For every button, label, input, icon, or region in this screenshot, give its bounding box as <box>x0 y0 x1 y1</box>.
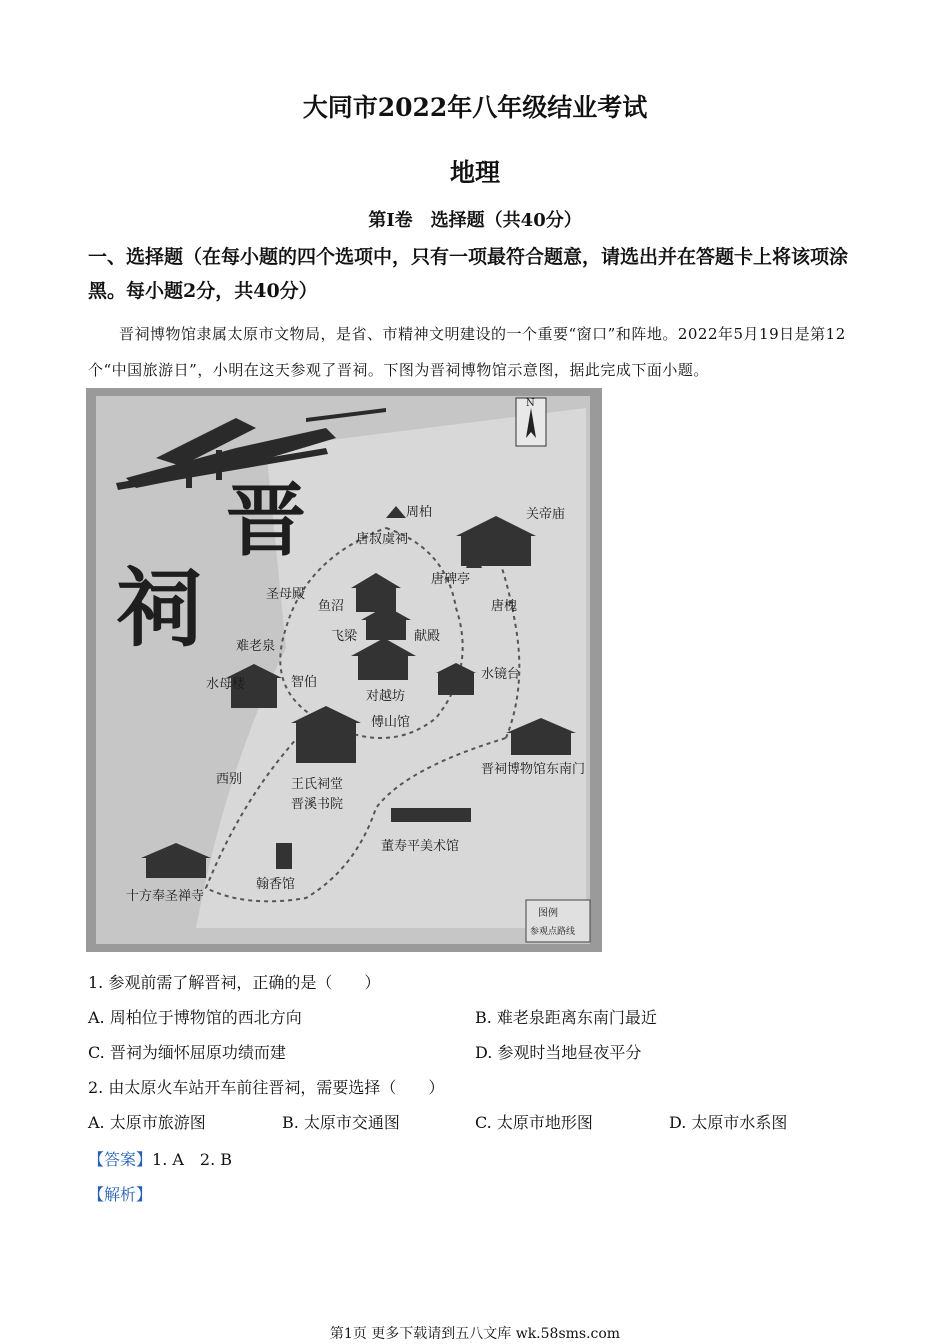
svg-text:唐碑亭: 唐碑亭 <box>431 572 471 587</box>
svg-text:周柏: 周柏 <box>406 505 433 520</box>
answer-text: 1. A 2. B <box>152 1150 233 1169</box>
svg-text:十方奉圣禅寺: 十方奉圣禅寺 <box>126 889 205 904</box>
svg-text:王氏祠堂: 王氏祠堂 <box>291 777 344 792</box>
analysis-tag: 【解析】 <box>88 1185 153 1204</box>
svg-text:晋溪书院: 晋溪书院 <box>291 797 344 812</box>
calligraphy-ci: 祠 <box>116 558 202 659</box>
reading-passage: 晋祠博物馆隶属太原市文物局，是省、市精神文明建设的一个重要“窗口”和阵地。2022年5月19日是第12个“中国旅游日”，小明在这天参观了晋祠。下图为晋祠博物馆示意图，据此完成下面小题。 <box>88 325 846 379</box>
answer-tag: 【答案】 <box>88 1150 153 1169</box>
svg-text:唐槐: 唐槐 <box>491 599 518 614</box>
q2-option-c: C. 太原市地形图 <box>475 1113 593 1132</box>
q2-option-b: B. 太原市交通图 <box>282 1113 400 1132</box>
svg-text:翰香馆: 翰香馆 <box>256 877 296 892</box>
svg-text:难老泉: 难老泉 <box>236 639 276 654</box>
question-2-stem: 2. 由太原火车站开车前往晋祠，需要选择（ ） <box>88 1078 445 1097</box>
jinci-museum-map <box>86 388 602 952</box>
svg-text:对越坊: 对越坊 <box>366 689 406 704</box>
q1-option-b: B. 难老泉距离东南门最近 <box>475 1008 657 1027</box>
subject-title: 地理 <box>449 158 500 187</box>
q1-option-d: D. 参观时当地昼夜平分 <box>475 1043 642 1062</box>
north-arrow <box>516 398 546 446</box>
svg-text:鱼沼: 鱼沼 <box>318 599 345 614</box>
svg-text:关帝庙: 关帝庙 <box>526 507 566 522</box>
svg-text:傅山馆: 傅山馆 <box>371 715 411 730</box>
svg-text:智伯: 智伯 <box>291 675 318 690</box>
q2-option-a: A. 太原市旅游图 <box>88 1113 206 1132</box>
q1-option-c: C. 晋祠为缅怀屈原功绩而建 <box>88 1043 286 1062</box>
svg-text:圣母殿: 圣母殿 <box>266 587 306 602</box>
analysis-line <box>88 1182 152 1205</box>
map-legend <box>526 900 590 942</box>
calligraphy-jin: 晋 <box>226 473 306 567</box>
question-1-stem: 1. 参观前需了解晋祠，正确的是（ ） <box>88 973 381 992</box>
svg-text:参观点路线: 参观点路线 <box>530 927 576 937</box>
exam-title: 大同市2022年八年级结业考试 <box>302 93 648 122</box>
q2-option-d: D. 太原市水系图 <box>669 1113 788 1132</box>
svg-text:飞梁: 飞梁 <box>331 629 358 644</box>
page-footer: 第1页 更多下载请到五八文库 wk.58sms.com <box>329 1326 621 1342</box>
svg-text:晋祠博物馆东南门: 晋祠博物馆东南门 <box>481 762 586 777</box>
svg-text:唐叔虞祠: 唐叔虞祠 <box>356 532 409 547</box>
q1-option-a: A. 周柏位于博物馆的西北方向 <box>88 1008 302 1027</box>
svg-text:董寿平美术馆: 董寿平美术馆 <box>381 839 460 854</box>
svg-text:N: N <box>526 398 535 409</box>
answer-line <box>88 1147 232 1170</box>
svg-text:水母楼: 水母楼 <box>206 677 246 692</box>
section-instructions: 一、选择题（在每小题的四个选项中，只有一项最符合题意，请选出并在答题卡上将该项涂黑。每小题2分，共40分） <box>88 246 849 302</box>
svg-text:献殿: 献殿 <box>414 629 441 644</box>
svg-text:图例: 图例 <box>538 908 558 919</box>
svg-text:水镜台: 水镜台 <box>481 667 521 682</box>
svg-text:西别: 西别 <box>216 772 243 787</box>
part-title: 第Ⅰ卷 选择题（共40分） <box>368 210 582 231</box>
